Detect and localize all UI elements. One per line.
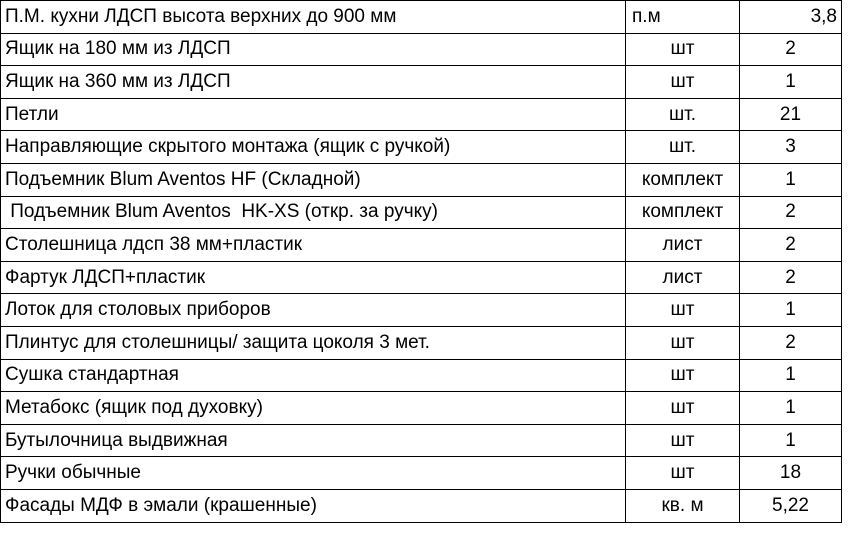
quantity-cell[interactable]: 2 (740, 196, 842, 229)
table-row (1, 196, 842, 229)
item-name-cell[interactable]: Лоток для столовых приборов (1, 294, 626, 327)
item-name-cell[interactable]: Ручки обычные (1, 457, 626, 490)
unit-cell[interactable]: шт (626, 359, 740, 392)
item-name-cell[interactable]: Ящик на 360 мм из ЛДСП (1, 66, 626, 99)
table-row (1, 294, 842, 327)
unit-cell[interactable]: шт. (626, 98, 740, 131)
quantity-cell[interactable]: 3 (740, 131, 842, 164)
quantity-cell[interactable]: 21 (740, 98, 842, 131)
quantity-cell[interactable]: 1 (740, 66, 842, 99)
unit-cell[interactable]: шт (626, 457, 740, 490)
table-row (1, 424, 842, 457)
unit-cell[interactable]: шт (626, 392, 740, 425)
table-row (1, 261, 842, 294)
unit-cell[interactable]: шт (626, 33, 740, 66)
unit-cell[interactable]: кв. м (626, 489, 740, 522)
item-name-cell[interactable]: Направляющие скрытого монтажа (ящик с ручкой) (1, 131, 626, 164)
item-name-cell[interactable]: Метабокс (ящик под духовку) (1, 392, 626, 425)
table-row (1, 163, 842, 196)
item-name-cell[interactable]: Фартук ЛДСП+пластик (1, 261, 626, 294)
table-row (1, 131, 842, 164)
quantity-cell[interactable]: 2 (740, 261, 842, 294)
item-name-cell[interactable]: Подъемник Blum Aventos HK-XS (откр. за ручку) (1, 196, 626, 229)
table-row (1, 98, 842, 131)
quantity-cell[interactable]: 1 (740, 163, 842, 196)
item-name-cell[interactable]: Ящик на 180 мм из ЛДСП (1, 33, 626, 66)
quantity-cell[interactable]: 1 (740, 294, 842, 327)
unit-cell[interactable]: комплект (626, 163, 740, 196)
table-row (1, 33, 842, 66)
table-row (1, 359, 842, 392)
unit-cell[interactable]: шт. (626, 131, 740, 164)
unit-cell[interactable]: шт (626, 294, 740, 327)
item-name-cell[interactable]: Сушка стандартная (1, 359, 626, 392)
quantity-cell[interactable]: 3,8 (740, 1, 842, 34)
table-row (1, 392, 842, 425)
quantity-cell[interactable]: 1 (740, 359, 842, 392)
unit-cell[interactable]: п.м (626, 1, 740, 34)
quantity-cell[interactable]: 2 (740, 229, 842, 262)
table-row (1, 489, 842, 522)
item-name-cell[interactable]: Фасады МДФ в эмали (крашенные) (1, 489, 626, 522)
unit-cell[interactable]: шт (626, 326, 740, 359)
quantity-cell[interactable]: 2 (740, 326, 842, 359)
unit-cell[interactable]: лист (626, 229, 740, 262)
item-name-cell[interactable]: Плинтус для столешницы/ защита цоколя 3 мет. (1, 326, 626, 359)
unit-cell[interactable]: лист (626, 261, 740, 294)
table-row (1, 229, 842, 262)
unit-cell[interactable]: шт (626, 66, 740, 99)
unit-cell[interactable]: комплект (626, 196, 740, 229)
quantity-cell[interactable]: 1 (740, 424, 842, 457)
item-name-cell[interactable]: Петли (1, 98, 626, 131)
item-name-cell[interactable]: Подъемник Blum Aventos HF (Складной) (1, 163, 626, 196)
quantity-cell[interactable]: 2 (740, 33, 842, 66)
table-row (1, 457, 842, 490)
table-row (1, 66, 842, 99)
quantity-cell[interactable]: 1 (740, 392, 842, 425)
item-name-cell[interactable]: Столешница лдсп 38 мм+пластик (1, 229, 626, 262)
quantity-cell[interactable]: 5,22 (740, 489, 842, 522)
table-row (1, 326, 842, 359)
item-name-cell[interactable]: Бутылочница выдвижная (1, 424, 626, 457)
item-name-cell[interactable]: П.М. кухни ЛДСП высота верхних до 900 мм (1, 1, 626, 34)
table-row (1, 1, 842, 34)
unit-cell[interactable]: шт (626, 424, 740, 457)
quantity-cell[interactable]: 18 (740, 457, 842, 490)
